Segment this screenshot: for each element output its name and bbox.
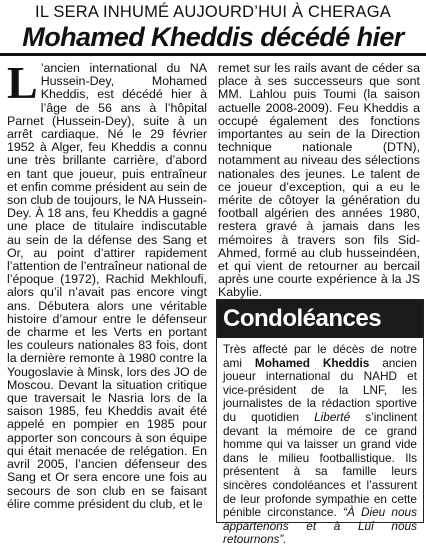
condolences-text-1: Très affecté par le décès de notre ami [223,342,417,370]
condolences-text-2: ancien joueur international du NAHD et vice-président de la LNF, les journalistes de la rédaction sportive du quotidien [223,355,417,424]
condolences-quote: “À Dieu nous appartenons et à Lui nous retournons”. [223,505,417,547]
drop-cap: L [7,57,38,108]
article-column-1 [7,57,207,511]
article-kicker: IL SERA INHUMÉ AUJOURD’HUI À CHERAGA [35,3,391,21]
condolences-text [217,338,423,547]
article-column-1-text: ’ancien international du NA Hussein-Dey, Mohamed Kheddis, est décédé hier à l’âge de 56 ans à l’hôpital Parnet (Hussein-Dey), suite à un arrêt cardiaque. Né le 29 février 1952 à Alger, feu Kheddis a connu une très brillante carrière, d’abord en tant que joueur, puis entraîneur et enfin comme président au sein de son club de toujours, le NA Hussein-Dey. À 18 ans, feu Kheddis a gagné une place de titulaire indiscutable au sein de la défense des Sang et Or, au point d’attirer rapidement l’attention de l’entraîneur national de l’époque (1972), Rachid Mekhloufi, alors qu’il n’avait pas encore vingt ans. Débutera alors une véritable histoire d’amour entre le défenseur de charme et les Verts en portant les couleurs nationales 83 fois, dont la dernière remonte à 1980 contre la Yougoslavie à Minsk, lors des JO de Moscou. Devant la situation critique que traversait le Nasria lors de la saison 1985, feu Kheddis avait été appelé en pompier en 1985 pour apporter son concours à son équipe qui était menacée de relégation. En avril 2005, l’ancien défenseur des Sang et Or sera encore une fois au secours de son club en se faisant élire comme président du club, et le [7,61,207,511]
article-column-2 [218,62,420,300]
condolences-newspaper: Liberté [314,409,351,424]
condolences-box [216,299,424,547]
article-column-2-text: remet sur les rails avant de céder sa place à ses successeurs que sont MM. Lahlou puis Toumi (la saison actuelle 2008-2009). Feu Kheddis a occupé également des fonctions importantes au sein de la Direction technique nationale (DTN), notamment au niveau des sélections nationales des jeunes. Le talent de ce joueur d’exception, qui a eu le mérite de côtoyer la génération du football algérien des années 1980, restera gravé à jamais dans les mémoires à travers son fils Sid-Ahmed, formé au club husseindéen, et qui vient de retourner au bercail après une courte expérience à la JS Kabylie. [218,61,420,300]
condolences-text-3: s’inclinent devant la mémoire de ce grand homme qui va laisser un grand vide dans le milieu footballistique. Ils présentent à sa famille leurs sincères condoléances et l’assurent de leur profonde sympathie en cette pénible circonstance. [223,409,417,520]
condolences-title: Condoléances [217,300,423,338]
condolences-name: Mohamed Kheddis [254,355,370,370]
headline-rule [0,53,426,56]
article-headline: Mohamed Kheddis décédé hier [22,22,404,52]
